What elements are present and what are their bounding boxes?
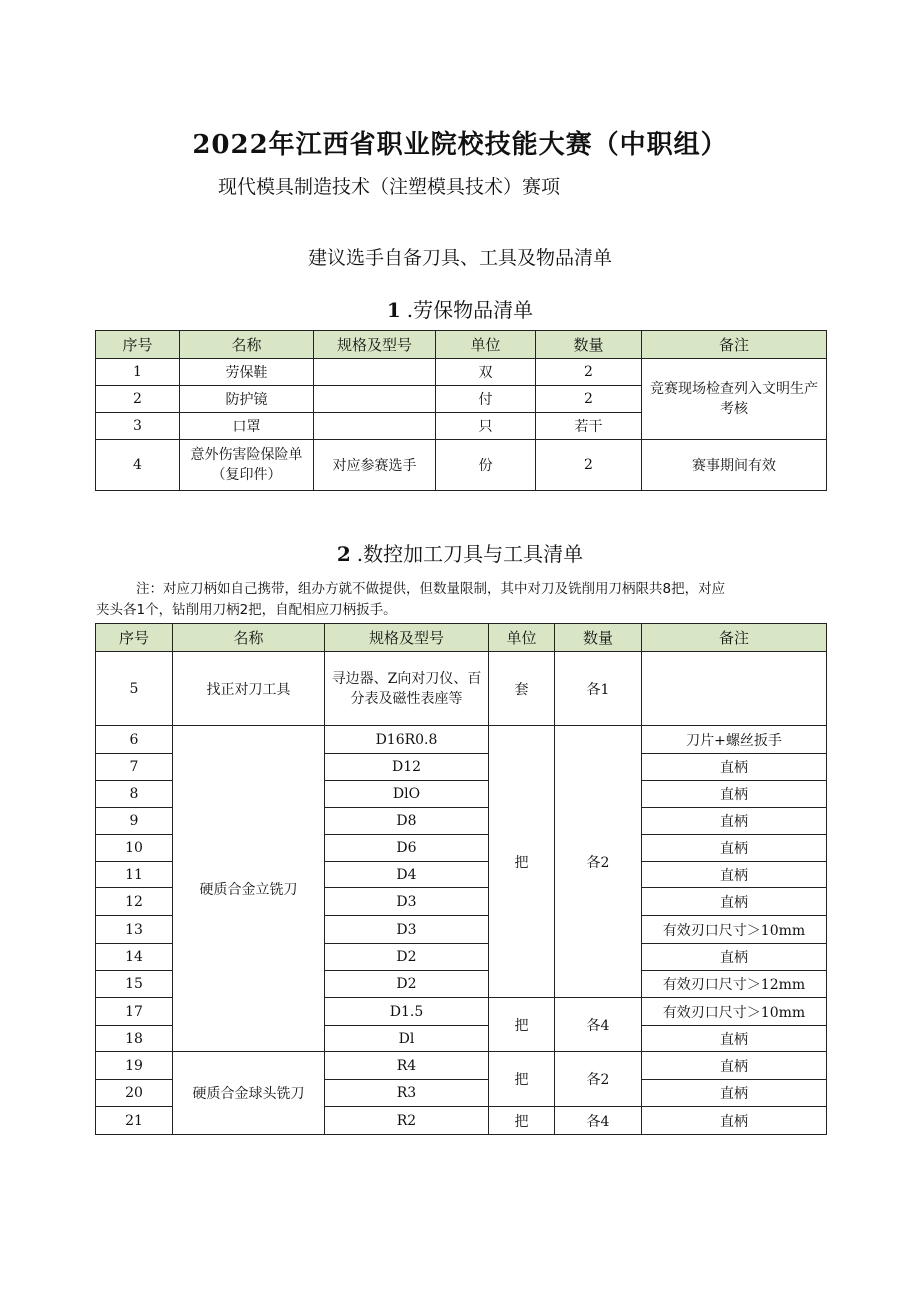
table-row (96, 726, 827, 754)
cell-no: 5 (96, 652, 173, 726)
cell-spec: R2 (325, 1107, 489, 1135)
cutting-tools-table (95, 623, 827, 1135)
cell-no: 15 (96, 971, 173, 998)
table-row (96, 1052, 827, 1080)
cell-spec: R4 (325, 1052, 489, 1080)
document-subtitle: 现代模具制造技术（注塑模具技术）赛项 (218, 176, 561, 198)
header-no: 序号 (96, 331, 180, 359)
table-row (96, 440, 827, 491)
cell-no: 8 (96, 781, 173, 808)
cell-spec: DlO (325, 781, 489, 808)
cell-remark-merged: 竞赛现场检查列入文明生产考核 (642, 359, 827, 440)
cell-spec: D3 (325, 888, 489, 916)
cell-no: 3 (96, 413, 180, 440)
cell-remark: 直柄 (642, 862, 827, 888)
cell-no: 20 (96, 1080, 173, 1107)
cell-spec: D3 (325, 916, 489, 944)
table-row (96, 652, 827, 726)
cell-no: 10 (96, 835, 173, 862)
cell-name: 意外伤害险保险单（复印件） (180, 440, 314, 491)
cell-remark: 有效刃口尺寸＞10mm (642, 916, 827, 944)
header-spec: 规格及型号 (325, 624, 489, 652)
cell-no: 9 (96, 808, 173, 835)
list-title: 建议选手自备刀具、工具及物品清单 (307, 247, 612, 269)
cell-spec: 对应参赛选手 (314, 440, 436, 491)
cell-spec: D2 (325, 944, 489, 971)
cell-unit: 套 (489, 652, 555, 726)
cell-remark: 直柄 (642, 1107, 827, 1135)
cell-spec: D1.5 (325, 998, 489, 1026)
cell-remark: 刀片+螺丝扳手 (642, 726, 827, 754)
cell-unit-merged: 把 (489, 1052, 555, 1107)
table-header-row (96, 331, 827, 359)
cell-name: 防护镜 (180, 386, 314, 413)
cell-spec: D2 (325, 971, 489, 998)
cell-no: 14 (96, 944, 173, 971)
cell-spec (314, 386, 436, 413)
section-1-number: 1 (386, 298, 401, 322)
note-text (96, 579, 836, 621)
header-name: 名称 (173, 624, 325, 652)
cell-spec: R3 (325, 1080, 489, 1107)
cell-spec (314, 359, 436, 386)
cell-remark: 赛事期间有效 (642, 440, 827, 491)
cell-qty-merged: 各4 (555, 998, 642, 1052)
cell-no: 1 (96, 359, 180, 386)
cell-unit-merged: 把 (489, 726, 555, 998)
cell-no: 13 (96, 916, 173, 944)
cell-spec: 寻边器、Z向对刀仪、百分表及磁性表座等 (325, 652, 489, 726)
cell-qty-merged: 各2 (555, 726, 642, 998)
cell-remark: 直柄 (642, 1080, 827, 1107)
cell-remark: 有效刃口尺寸＞10mm (642, 998, 827, 1026)
note-line-1: 注：对应刀柄如自己携带，组办方就不做提供，但数量限制，其中对刀及铣削用刀柄限共8把，对应 (136, 581, 726, 597)
header-remark: 备注 (642, 331, 827, 359)
table-row (96, 359, 827, 386)
cell-remark: 直柄 (642, 781, 827, 808)
cell-no: 11 (96, 862, 173, 888)
cell-name-merged: 硬质合金球头铣刀 (173, 1052, 325, 1135)
cell-unit: 只 (436, 413, 536, 440)
header-no: 序号 (96, 624, 173, 652)
cell-no: 21 (96, 1107, 173, 1135)
cell-spec: D4 (325, 862, 489, 888)
cell-no: 19 (96, 1052, 173, 1080)
cell-qty-merged: 各2 (555, 1052, 642, 1107)
section-2-number: 2 (336, 542, 351, 566)
document-title: 2022年江西省职业院校技能大赛（中职组） (192, 130, 728, 160)
cell-qty: 2 (536, 386, 642, 413)
cell-no: 2 (96, 386, 180, 413)
cell-no: 7 (96, 754, 173, 781)
cell-unit: 双 (436, 359, 536, 386)
cell-remark: 直柄 (642, 754, 827, 781)
header-qty: 数量 (536, 331, 642, 359)
cell-no: 18 (96, 1026, 173, 1052)
cell-spec (314, 413, 436, 440)
cell-qty: 各4 (555, 1107, 642, 1135)
cell-remark: 直柄 (642, 835, 827, 862)
cell-name-merged: 硬质合金立铣刀 (173, 726, 325, 1052)
section-1-title: .劳保物品清单 (406, 298, 534, 322)
header-name: 名称 (180, 331, 314, 359)
section-2-title: .数控加工刀具与工具清单 (356, 542, 584, 566)
cell-remark: 有效刃口尺寸＞12mm (642, 971, 827, 998)
cell-spec: D12 (325, 754, 489, 781)
section-2-heading (0, 538, 920, 567)
header-unit: 单位 (489, 624, 555, 652)
ppe-table (95, 330, 827, 491)
cell-qty: 若干 (536, 413, 642, 440)
cell-remark: 直柄 (642, 1026, 827, 1052)
cell-spec: D16R0.8 (325, 726, 489, 754)
header-remark: 备注 (642, 624, 827, 652)
cell-unit-merged: 把 (489, 998, 555, 1052)
note-line-2: 夹头各1个，钻削用刀柄2把，自配相应刀柄扳手。 (96, 602, 397, 618)
cell-spec: D8 (325, 808, 489, 835)
cell-remark: 直柄 (642, 944, 827, 971)
cell-remark: 直柄 (642, 888, 827, 916)
cell-qty: 各1 (555, 652, 642, 726)
cell-name: 口罩 (180, 413, 314, 440)
cell-remark: 直柄 (642, 1052, 827, 1080)
cell-spec: Dl (325, 1026, 489, 1052)
cell-name: 找正对刀工具 (173, 652, 325, 726)
cell-name: 劳保鞋 (180, 359, 314, 386)
header-qty: 数量 (555, 624, 642, 652)
table-header-row (96, 624, 827, 652)
cell-unit: 把 (489, 1107, 555, 1135)
section-1-heading (0, 294, 920, 323)
cell-unit: 份 (436, 440, 536, 491)
cell-qty: 2 (536, 359, 642, 386)
cell-spec: D6 (325, 835, 489, 862)
header-spec: 规格及型号 (314, 331, 436, 359)
cell-remark (642, 652, 827, 726)
header-unit: 单位 (436, 331, 536, 359)
cell-remark: 直柄 (642, 808, 827, 835)
cell-no: 6 (96, 726, 173, 754)
cell-no: 4 (96, 440, 180, 491)
cell-no: 17 (96, 998, 173, 1026)
cell-qty: 2 (536, 440, 642, 491)
cell-no: 12 (96, 888, 173, 916)
cell-unit: 付 (436, 386, 536, 413)
